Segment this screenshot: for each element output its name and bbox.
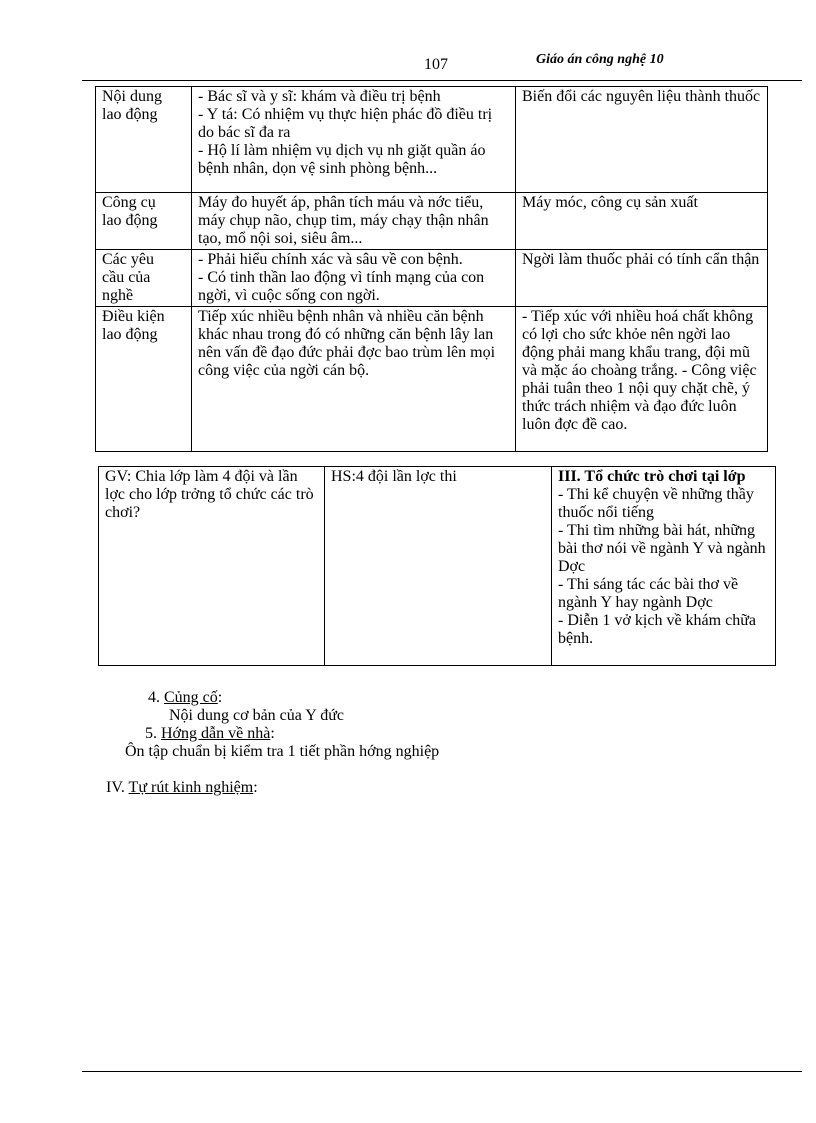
row-label: Điều kiện lao động [96, 307, 192, 452]
table-row [96, 193, 768, 250]
colon: : [270, 725, 275, 742]
table-row [96, 307, 768, 452]
table-row [96, 87, 768, 193]
section-title: Hớng dẫn về nhà [161, 725, 271, 742]
section-4-heading [148, 689, 222, 707]
row-label: Các yêu cầu của nghề [96, 250, 192, 307]
table-row [99, 467, 776, 666]
row-comparison: Máy móc, công cụ sản xuất [516, 193, 768, 250]
row-label: Công cụ lao động [96, 193, 192, 250]
student-activity: HS:4 đội lần lợc thi [325, 467, 552, 666]
page-number: 107 [424, 56, 448, 73]
section-heading: III. Tổ chức trò chơi tại lớp [558, 468, 746, 485]
section-iv-heading [106, 779, 258, 797]
section-title: Củng cố [164, 689, 218, 706]
footer-rule [82, 1071, 802, 1072]
colon: : [217, 689, 223, 706]
row-description: Tiếp xúc nhiều bệnh nhân và nhiều căn bệnh khác nhau trong đó có những căn bệnh lây lan nên vấn đề đạo đức phải đợc bao trùm lên mọi công việc của ngời cán bộ. [192, 307, 516, 452]
section-number: IV. [106, 779, 125, 796]
table-row [96, 250, 768, 307]
section-number: 5. [145, 725, 157, 742]
row-description: - Phải hiểu chính xác và sâu về con bệnh. - Có tinh thần lao động vì tính mạng của con ngời, vì cuộc sống con ngời. [192, 250, 516, 307]
activity-list: - Thi kể chuyện về những thầy thuốc nổi tiếng - Thi tìm những bài hát, những bài thơ nói về ngành Y và ngành Dợc - Thi sáng tác các bài thơ về ngành Y hay ngành Dợc - Diễn 1 vở kịch về khám chữa bệnh. [558, 486, 766, 647]
header-title: Giáo án công nghệ 10 [536, 52, 664, 67]
row-comparison: Ngời làm thuốc phải có tính cẩn thận [516, 250, 768, 307]
row-label: Nội dung lao động [96, 87, 192, 193]
teacher-activity: GV: Chia lớp làm 4 đội và lần lợc cho lớp trởng tổ chức các trò chơi? [99, 467, 325, 666]
activity-content [552, 467, 776, 666]
colon: : [253, 779, 258, 796]
row-comparison: - Tiếp xúc với nhiều hoá chất không có lợi cho sức khỏe nên ngời lao động phải mang khẩu trang, đội mũ và mặc áo choàng trắng. - Công việc phải tuân theo 1 nội quy chặt chẽ, ý thức trách nhiệm và đạo đức luôn luôn đợc đề cao. [516, 307, 768, 452]
activity-table [98, 466, 776, 666]
section-number: 4. [148, 689, 160, 706]
row-comparison: Biến đổi các nguyên liệu thành thuốc [516, 87, 768, 193]
section-4-body: Nội dung cơ bản của Y đức [169, 707, 345, 724]
section-title: Tự rút kinh nghiệm [128, 779, 254, 796]
header-rule [82, 80, 802, 81]
section-5-heading [145, 725, 275, 743]
section-5-body: Ôn tập chuẩn bị kiểm tra 1 tiết phần hớng nghiệp [125, 743, 440, 760]
job-comparison-table [95, 86, 768, 452]
row-description: - Bác sĩ và y sĩ: khám và điều trị bệnh - Y tá: Có nhiệm vụ thực hiện phác đồ điều trị do bác sĩ đa ra - Hộ lí làm nhiệm vụ dịch vụ nh giặt quần áo bệnh nhân, dọn vệ sinh phòng bệnh... [192, 87, 516, 193]
row-description: Máy đo huyết áp, phân tích máu và nớc tiểu, máy chụp não, chụp tim, máy chạy thận nhân tạo, mổ nội soi, siêu âm... [192, 193, 516, 250]
